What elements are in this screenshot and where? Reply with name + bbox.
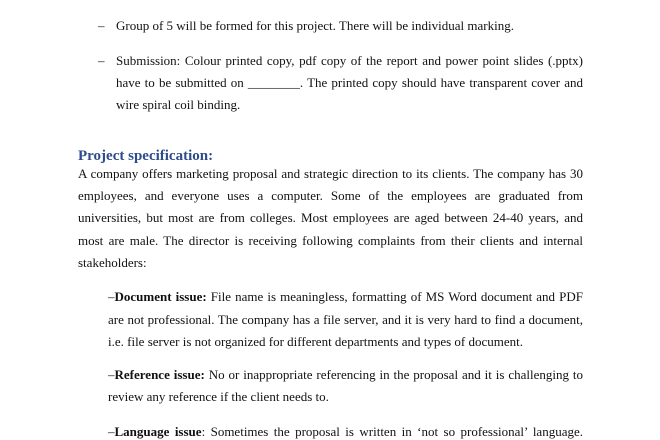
issue-first-line xyxy=(108,289,583,305)
paragraph-line: stakeholders: xyxy=(78,255,147,270)
issue-title: Language issue xyxy=(114,424,202,439)
bullet-text-line: Group of 5 will be formed for this project. There will be individual marking. xyxy=(116,18,514,33)
issue-dash: – xyxy=(108,424,115,439)
bullet-text-line: wire spiral coil binding. xyxy=(116,97,241,112)
issue-dash: – xyxy=(108,367,115,382)
issue-text: No or inappropriate referencing in the proposal and it is challenging to xyxy=(204,367,583,382)
issue-text-line: are not professional. The company has a file server, and it is very hard to find a document, xyxy=(108,312,583,327)
paragraph-line: A company offers marketing proposal and strategic direction to its clients. The company has 30 xyxy=(78,166,583,181)
paragraph-line: most are male. The director is receiving following complaints from their clients and internal xyxy=(78,233,583,248)
issue-title: Reference issue: xyxy=(114,367,205,382)
issue-text-line: i.e. file server is not organized for different departments and types of document. xyxy=(108,334,524,349)
issue-text: : Sometimes the proposal is written in ‘not so professional’ language. xyxy=(201,424,583,439)
issue-text: File name is meaningless, formatting of MS Word document and PDF xyxy=(206,289,583,304)
bullet-text-line: have to be submitted on ________. The printed copy should have transparent cover and xyxy=(116,75,583,90)
paragraph-line: universities, but most are from colleges. Most employees are aged between 24-40 years, and xyxy=(78,210,583,225)
issue-dash: – xyxy=(108,289,115,304)
section-heading: Project specification: xyxy=(78,148,214,164)
paragraph-line: employees, and everyone uses a computer. Some of the employees are graduated from xyxy=(78,188,583,203)
bullet-dash: – xyxy=(98,53,105,68)
issue-text-line: review any reference if the client needs to. xyxy=(108,389,329,404)
issue-first-line xyxy=(108,367,583,383)
bullet-text-line: Submission: Colour printed copy, pdf copy of the report and power point slides (.pptx) xyxy=(116,53,583,68)
issue-title: Document issue: xyxy=(114,289,207,304)
issue-first-line xyxy=(108,424,583,440)
bullet-dash: – xyxy=(98,18,105,33)
